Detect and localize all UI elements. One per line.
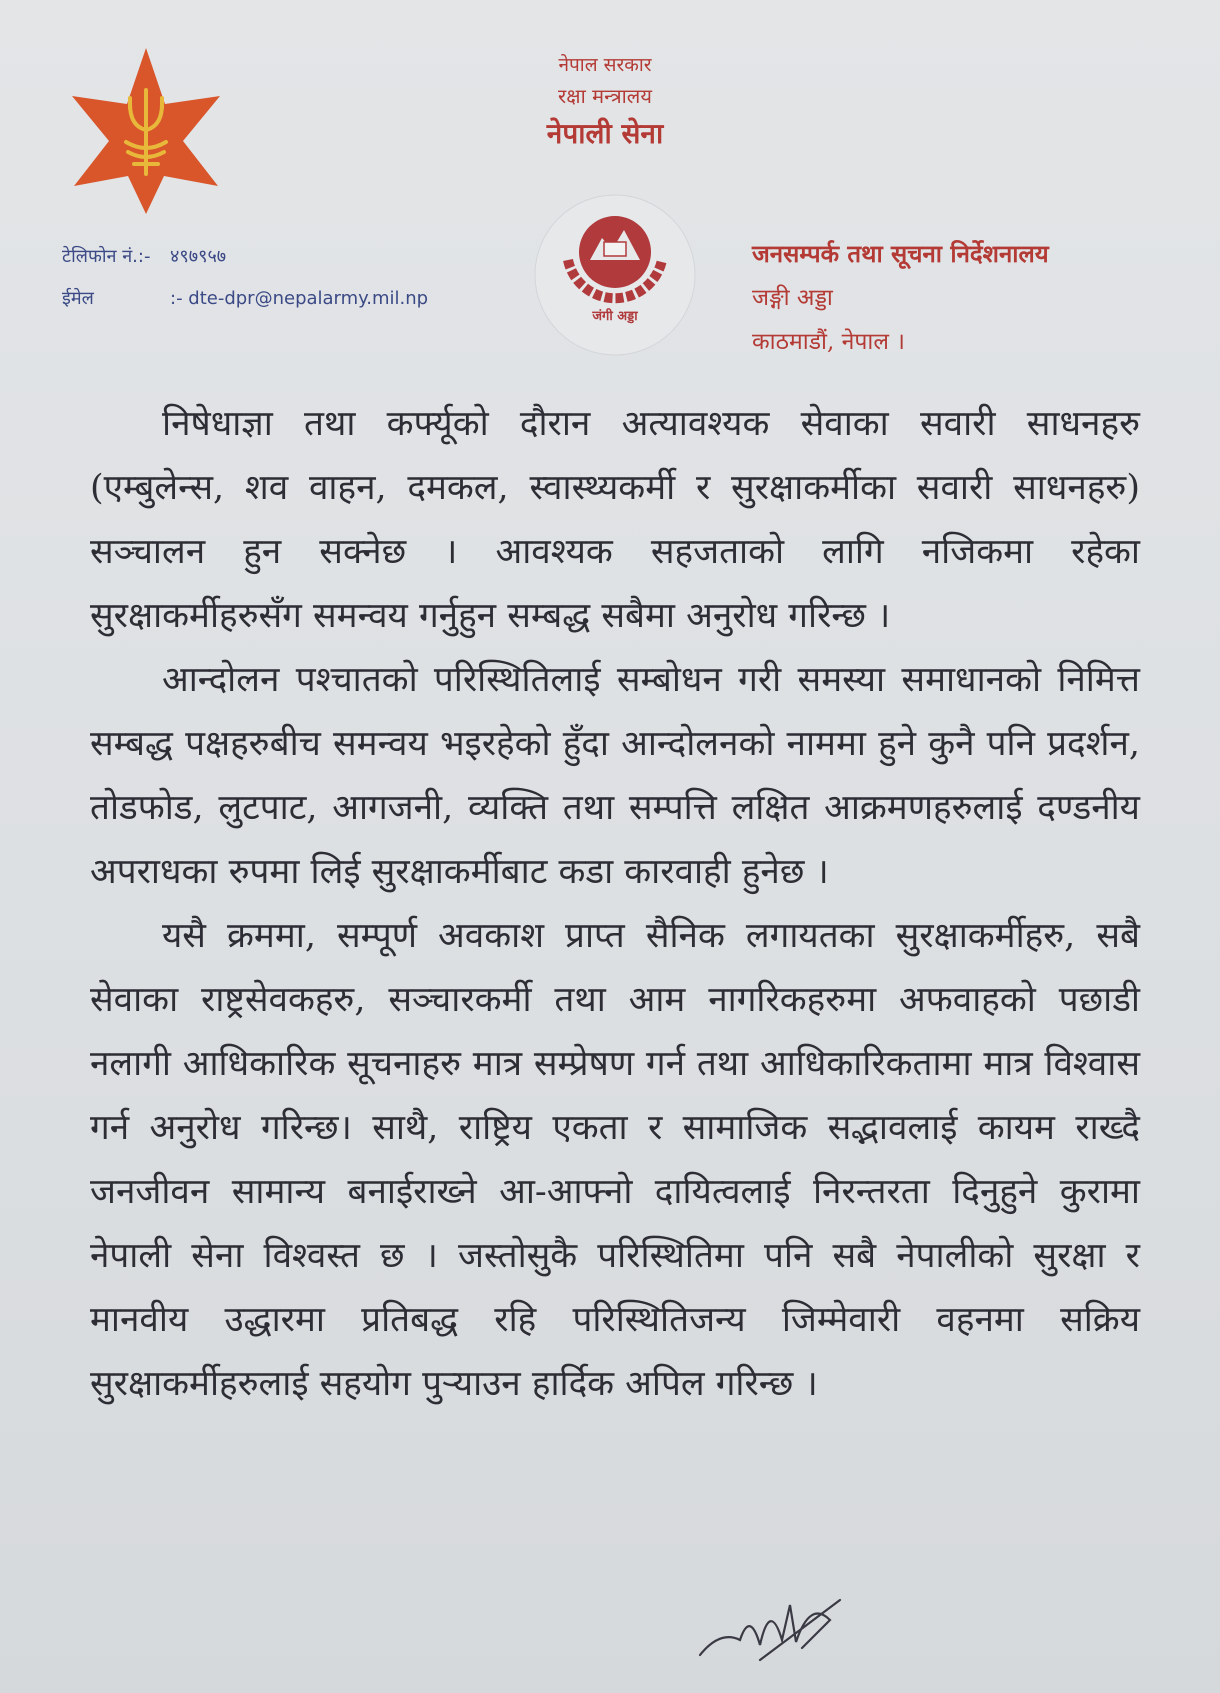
paragraph-2: आन्दोलन पश्चातको परिस्थितिलाई सम्बोधन गरी समस्या समाधानको निमित्त सम्बद्ध पक्षहरुबीच समन्वय भइरहेको हुँदा आन्दोलनको नाममा हुने कुनै पनि प्रदर्शन, तोडफोड, लुटपाट, आगजनी, व्यक्ति तथा सम्पत्ति लक्षित आक्रमणहरुलाई दण्डनीय अपराधका रुपमा लिई सुरक्षाकर्मीबाट कडा कारवाही हुनेछ । bbox=[90, 660, 1140, 892]
contact-block bbox=[62, 236, 428, 320]
directorate-seal-icon bbox=[530, 190, 700, 360]
paragraph-1: निषेधाज्ञा तथा कर्फ्यूको दौरान अत्यावश्यक सेवाका सवारी साधनहरु (एम्बुलेन्स, शव वाहन, दमकल, स्वास्थ्यकर्मी र सुरक्षाकर्मीका सवारी साधनहरु) सञ्चालन हुन सक्नेछ । आवश्यक सहजताको लागि नजिकमा रहेका सुरक्षाकर्मीहरुसँग समन्वय गर्नुहुन सम्बद्ध सबैमा अनुरोध गरिन्छ । bbox=[90, 404, 1140, 636]
seal-bottom-text: जंगी अड्डा bbox=[592, 309, 638, 324]
paragraph-3: यसै क्रममा, सम्पूर्ण अवकाश प्राप्त सैनिक लगायतका सुरक्षाकर्मीहरु, सबै सेवाका राष्ट्रसेवकहरु, सञ्चारकर्मी तथा आम नागरिकहरुमा अफवाहको पछाडी नलागी आधिकारिक सूचनाहरु मात्र सम्प्रेषण गर्न तथा आधिकारिकतामा मात्र विश्वास गर्न अनुरोध गरिन्छ। साथै, राष्ट्रिय एकता र सामाजिक सद्भावलाई कायम राख्दै जनजीवन सामान्य बनाईराख्ने आ-आफ्नो दायित्वलाई निरन्तरता दिनुहुने कुरामा नेपाली सेना विश्वस्त छ । जस्तोसुकै परिस्थितिमा पनि सबै नेपालीको सुरक्षा र मानवीय उद्धारमा प्रतिबद्ध रहि परिस्थितिजन्य जिम्मेवारी वहनमा सक्रिय सुरक्षाकर्मीहरुलाई सहयोग पुऱ्याउन हार्दिक अपिल गरिन्छ । bbox=[90, 916, 1140, 1404]
department-city: काठमाडौं, नेपाल । bbox=[752, 329, 905, 355]
organization-name: नेपाली सेना bbox=[546, 117, 664, 150]
department-location: जङ्गी अड्डा bbox=[752, 285, 833, 311]
letterhead-government-block bbox=[450, 50, 760, 156]
phone-label: टेलिफोन नं.:- bbox=[62, 246, 151, 267]
department-name: जनसम्पर्क तथा सूचना निर्देशनालय bbox=[752, 239, 1049, 268]
signature-icon bbox=[690, 1570, 860, 1680]
email-value: :- dte-dpr@nepalarmy.mil.np bbox=[170, 288, 429, 309]
email-row bbox=[62, 278, 428, 320]
email-label: ईमेल bbox=[62, 288, 94, 309]
nepal-army-emblem-icon bbox=[68, 46, 224, 216]
phone-value: ४९७९५७ bbox=[170, 246, 227, 267]
government-name: नेपाल सरकार bbox=[558, 54, 652, 76]
phone-row bbox=[62, 236, 428, 278]
department-block bbox=[752, 232, 1049, 364]
letter-body bbox=[90, 392, 1140, 1416]
ministry-name: रक्षा मन्त्रालय bbox=[558, 84, 652, 108]
